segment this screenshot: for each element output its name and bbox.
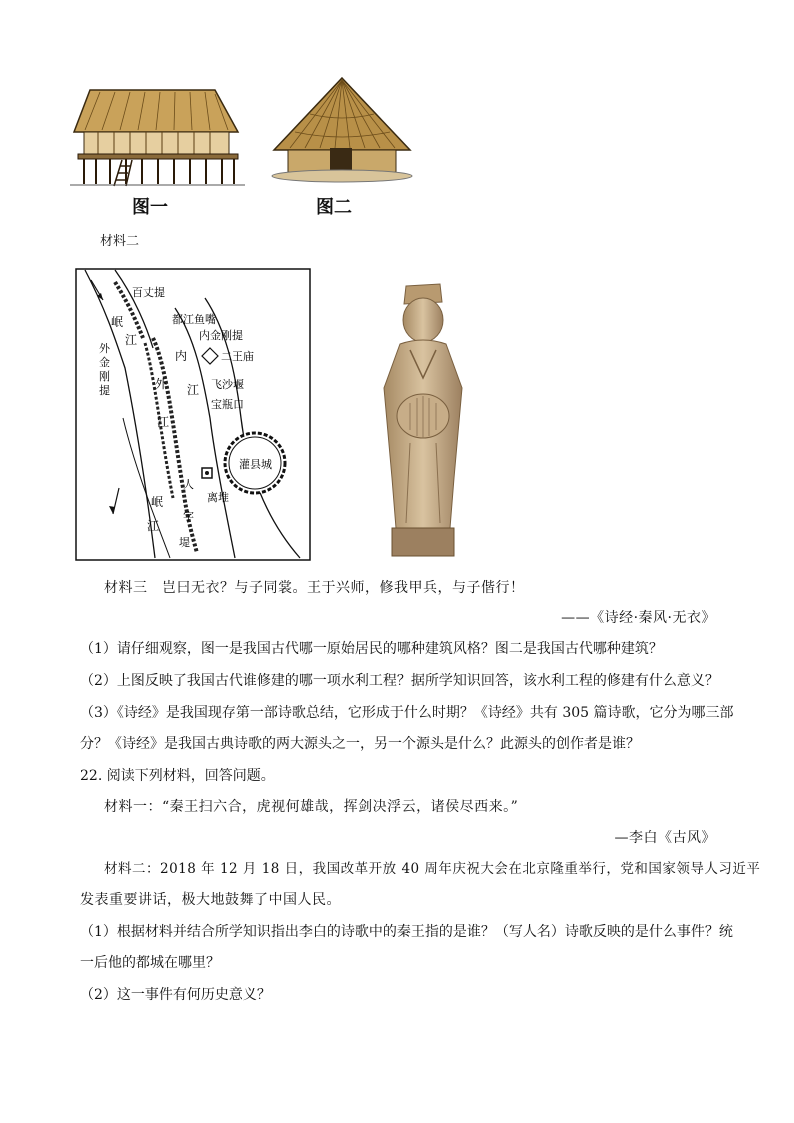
map-label-waijingang-2: 金 bbox=[99, 356, 110, 369]
map-label-nei: 内 bbox=[175, 349, 188, 363]
li-bing-statue-photo bbox=[370, 278, 475, 558]
question-21-3-line1: （3）《诗经》是我国现存第一部诗歌总结，它形成于什么时期？《诗经》共有 305 篇诗歌，它分为哪三部 bbox=[80, 705, 734, 721]
figure-1-caption: 图一 bbox=[132, 197, 168, 218]
map-label-baizhangdi: 百丈提 bbox=[132, 286, 165, 299]
map-label-neijingang: 内金刚提 bbox=[199, 329, 243, 342]
map-label-min-top: 岷 bbox=[111, 315, 124, 329]
map-label-nei-jiang: 江 bbox=[187, 383, 200, 397]
map-label-guanxiancheng: 灌县城 bbox=[239, 458, 272, 471]
map-label-waijingang-4: 提 bbox=[99, 384, 110, 397]
material-3-source: ——《诗经·秦风·无衣》 bbox=[561, 610, 716, 626]
figure-2-thatched-hut bbox=[270, 74, 415, 189]
figure-2-caption: 图二 bbox=[316, 197, 352, 218]
map-label-min-bottom: 岷 bbox=[151, 495, 164, 509]
map-label-waijingang-1: 外 bbox=[99, 342, 110, 355]
map-label-jiang-top: 江 bbox=[125, 333, 138, 347]
material-2-heading: 材料二 bbox=[100, 234, 140, 249]
material-3-text: 材料三 岂曰无衣？与子同裳。王于兴师，修我甲兵，与子偕行！ bbox=[104, 580, 525, 596]
map-label-lidui: 离堆 bbox=[207, 491, 229, 504]
question-21-3-line2: 分？《诗经》是我国古典诗歌的两大源头之一，另一个源头是什么？此源头的创作者是谁？ bbox=[80, 736, 640, 752]
map-label-jiang-bottom: 江 bbox=[147, 519, 160, 533]
map-label-waijingang-3: 刚 bbox=[99, 370, 110, 383]
question-21-1: （1）请仔细观察，图一是我国古代哪一原始居民的哪种建筑风格？图二是我国古代哪种建筑？ bbox=[80, 641, 663, 657]
question-22-material-1-source: —李白《古风》 bbox=[614, 830, 716, 846]
map-label-zi: 字 bbox=[183, 510, 194, 523]
map-label-feishayan: 飞沙堰 bbox=[211, 378, 244, 391]
question-22-heading: 22. 阅读下列材料，回答问题。 bbox=[80, 768, 275, 784]
question-22-1-line1: （1）根据材料并结合所学知识指出李白的诗歌中的秦王指的是谁？（写人名）诗歌反映的是什么事件？统 bbox=[80, 924, 733, 940]
map-label-ren: 人 bbox=[183, 478, 194, 491]
question-22-2: （2）这一事件有何历史意义？ bbox=[80, 987, 271, 1003]
question-22-material-1: 材料一：“秦王扫六合，虎视何雄哉，挥剑决浮云，诸侯尽西来。” bbox=[104, 799, 519, 815]
dujiangyan-map bbox=[75, 268, 311, 561]
question-22-material-2-line2: 发表重要讲话，极大地鼓舞了中国人民。 bbox=[80, 892, 341, 908]
map-label-dujiang-yuzui: 都江鱼嘴 bbox=[172, 313, 216, 326]
figure-1-stilt-house bbox=[70, 80, 245, 190]
map-label-baopingkou: 宝瓶口 bbox=[211, 398, 244, 411]
map-label-wai-jiang: 江 bbox=[157, 415, 170, 429]
question-22-1-line2: 一后他的都城在哪里？ bbox=[80, 955, 220, 971]
map-label-erwangmiao: 二王庙 bbox=[221, 350, 254, 363]
map-label-wai: 外 bbox=[155, 377, 168, 391]
question-22-material-2-line1: 材料二：2018 年 12 月 18 日，我国改革开放 40 周年庆祝大会在北京隆重举行，党和国家领导人习近平 bbox=[104, 861, 761, 877]
map-label-di: 堤 bbox=[179, 536, 190, 549]
question-21-2: （2）上图反映了我国古代谁修建的哪一项水利工程？据所学知识回答，该水利工程的修建有什么意义？ bbox=[80, 673, 719, 689]
